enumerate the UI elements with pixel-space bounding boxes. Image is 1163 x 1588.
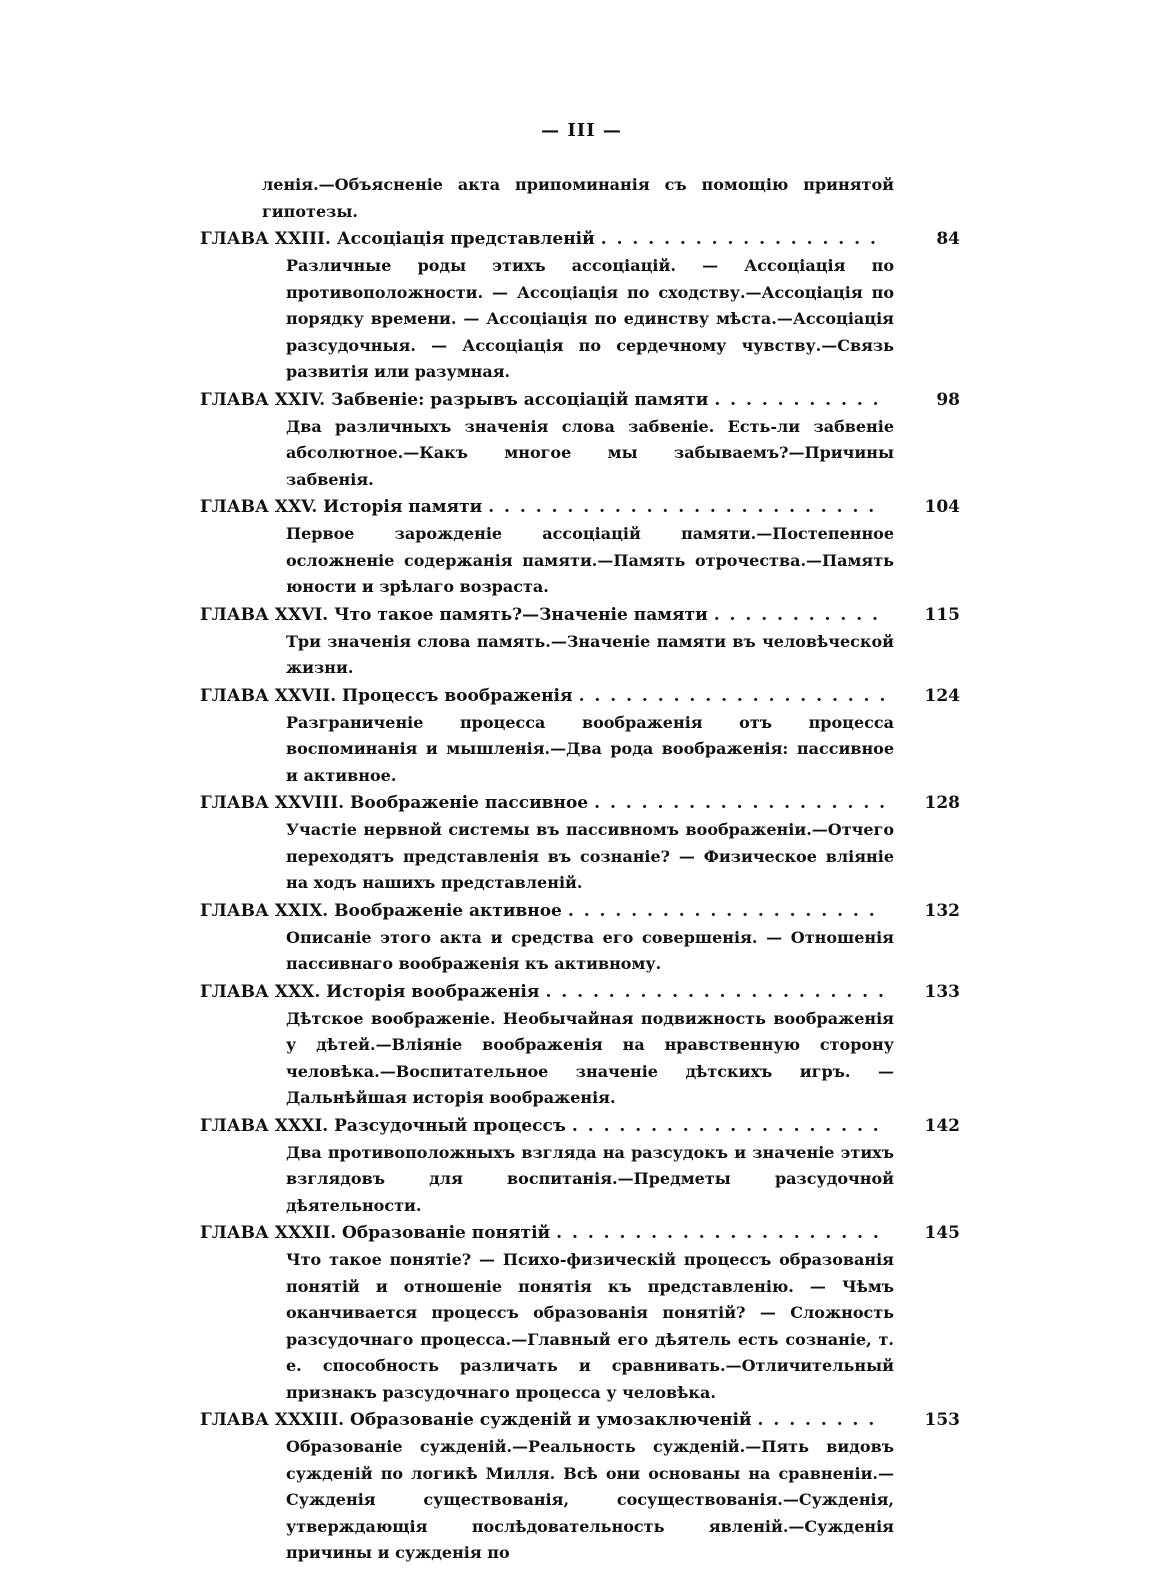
chapter-page-number: 145 <box>924 1223 960 1243</box>
chapter-description: Три значенія слова память.—Значеніе памяти въ человѣческой жизни. <box>286 631 894 677</box>
dot-leader <box>714 386 884 414</box>
chapter-heading <box>200 225 960 253</box>
dot-leader <box>556 1219 884 1247</box>
chapter-page-number: 142 <box>924 1115 960 1136</box>
chapter-description: Два различныхъ значенія слова забвеніе. Есть-ли забвеніе абсолютное.—Какъ многое мы забываемъ?—Причины забвенія. <box>286 416 894 489</box>
dot-leader <box>568 897 884 925</box>
chapter-heading <box>200 386 960 414</box>
chapter-page-number: 128 <box>924 793 960 813</box>
chapter-description: Различные роды этихъ ассоціацій. — Ассоціація по противоположности. — Ассоціація по сходству.—Ассоціація по порядку времени. — Ассоціація по единству мѣста.—Ассоціація разсудочныя. — Ассоціація по сердечному чувству.—Связь развитія или разумная. <box>286 256 894 381</box>
chapter-title: ГЛАВА XXXIII. Образованіе сужденій и умозаключеній <box>200 1410 752 1430</box>
intro-text: ленія.—Объясненіе акта припоминанія съ помощію принятой гипотезы. <box>262 175 894 221</box>
dot-leader <box>488 493 884 521</box>
chapter-heading <box>200 493 960 521</box>
chapter-description: Разграниченіе процесса воображенія отъ процесса воспоминанія и мышленія.—Два рода воображенія: пассивное и активное. <box>286 712 894 785</box>
chapter-title: ГЛАВА XXVI. Что такое память?—Значеніе памяти <box>200 604 708 625</box>
chapter-page-number: 115 <box>924 604 960 625</box>
chapter-page-number: 133 <box>924 981 960 1002</box>
chapter-title: ГЛАВА XXX. Исторія воображенія <box>200 981 540 1002</box>
chapter-title: ГЛАВА XXXI. Разсудочный процессъ <box>200 1115 566 1136</box>
chapter-title: ГЛАВА XXIV. Забвеніе: разрывъ ассоціацій памяти <box>200 389 709 410</box>
chapter-heading <box>200 601 960 629</box>
dot-leader <box>579 682 884 710</box>
chapter-description: Первое зарожденіе ассоціацій памяти.—Постепенное осложненіе содержанія памяти.—Память отрочества.—Память юности и зрѣлаго возраста. <box>286 524 894 596</box>
chapter-description: Образованіе сужденій.—Реальность сужденій.—Пять видовъ сужденій по логикѣ Милля. Всѣ они основаны на сравненіи.—Сужденія существованія, сосуществованія.—Сужденія, утверждающія послѣдовательность явленій.—Сужденія причины и сужденія по <box>286 1437 894 1562</box>
chapter-description: Два противоположныхъ взгляда на разсудокъ и значеніе этихъ взглядовъ для воспитанія.—Предметы разсудочной дѣятельности. <box>286 1142 894 1215</box>
chapter-page-number: 98 <box>936 389 960 410</box>
chapter-heading <box>200 1219 960 1247</box>
dot-leader <box>758 1406 884 1434</box>
chapter-page-number: 124 <box>924 685 960 706</box>
chapter-page-number: 84 <box>936 229 960 249</box>
chapter-page-number: 104 <box>924 497 960 517</box>
chapter-heading <box>200 1112 960 1140</box>
chapter-description: Участіе нервной системы въ пассивномъ воображеніи.—Отчего переходятъ представленія въ сознаніе? — Физическое вліяніе на ходъ нашихъ представленій. <box>286 820 894 892</box>
chapter-heading <box>200 682 960 710</box>
dot-leader <box>601 225 884 253</box>
chapter-title: ГЛАВА XXIII. Ассоціація представленій <box>200 229 595 249</box>
chapter-description: Что такое понятіе? — Психо-физическій процессъ образованія понятій и отношеніе понятія къ представленію. — Чѣмъ оканчивается процессъ образованія понятій? — Сложность разсудочнаго процесса.—Главный его дѣятель есть сознаніе, т. е. способность различать и сравнивать.—Отличительный признакъ разсудочнаго процесса у человѣка. <box>286 1250 894 1402</box>
dot-leader <box>545 978 884 1006</box>
chapter-heading <box>200 789 960 817</box>
table-of-contents <box>200 172 960 1567</box>
chapter-description: Описаніе этого акта и средства его совершенія. — Отношенія пассивнаго воображенія къ активному. <box>286 927 894 973</box>
chapter-title: ГЛАВА XXIX. Воображеніе активное <box>200 900 562 921</box>
chapter-heading <box>200 897 960 925</box>
chapter-page-number: 132 <box>924 900 960 921</box>
chapter-page-number: 153 <box>924 1410 960 1430</box>
page-number: — III — <box>541 120 622 141</box>
chapter-heading <box>200 978 960 1006</box>
chapter-description: Дѣтское воображеніе. Необычайная подвижность воображенія у дѣтей.—Вліяніе воображенія на нравственную сторону человѣка.—Воспитательное значеніе дѣтскихъ игръ. — Дальнѣйшая исторія воображенія. <box>286 1008 894 1107</box>
chapter-title: ГЛАВА XXVII. Процессъ воображенія <box>200 685 573 706</box>
dot-leader <box>714 601 884 629</box>
chapter-title: ГЛАВА XXXII. Образованіе понятій <box>200 1223 551 1243</box>
chapter-title: ГЛАВА XXV. Исторія памяти <box>200 497 483 517</box>
chapter-heading <box>200 1406 960 1434</box>
dot-leader <box>572 1112 884 1140</box>
chapter-list <box>200 225 960 1567</box>
dot-leader <box>594 789 884 817</box>
chapter-title: ГЛАВА XXVIII. Воображеніе пассивное <box>200 793 589 813</box>
